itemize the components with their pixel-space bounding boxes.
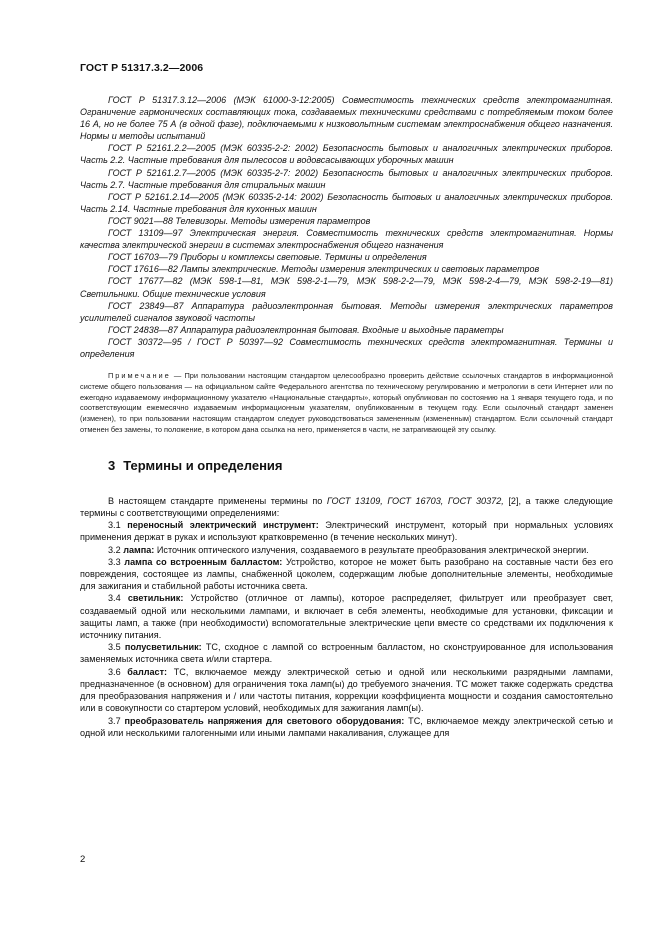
term-number: 3.2 (108, 544, 121, 555)
reference-list (80, 94, 613, 360)
reference-item: ГОСТ 13109—97 Электрическая энергия. Совместимость технических средств электромагнитная. Нормы качества электрической энергии в системах электроснабжения общего назначения (80, 228, 613, 251)
term-entry (80, 544, 613, 556)
note-text: — При пользовании настоящим стандартом целесообразно проверить действие ссылочных стандартов в информационной системе общего пользования — на официальном сайте Федерального агентства по техническому регулированию и метрологии в сети Интернет или по ежегодно издаваемому информационному указателю «Национальные стандарты», который опубликован по состоянию на 1 января текущего года, и по соответствующим ежемесячно издаваемым информационным указателям, опубликованным в текущем году. Если ссылочный стандарт заменен (изменен), то при пользовании настоящим стандартом следует руководствоваться замененным (измененным) стандартом. Если ссылочный стандарт отменен без замены, то положение, в котором дана ссылка на него, применяется в части, не затрагивающей эту ссылку. (80, 371, 613, 435)
term-number: 3.7 (108, 715, 121, 726)
intro-references: ГОСТ 13109, ГОСТ 16703, ГОСТ 30372, (326, 495, 504, 506)
term-definition: Устройство (отличное от лампы), которое распределяет, фильтрует или преобразует свет, создаваемый одной или несколькими лампами, и включает в себя элементы, необходимые для установки, фиксации и защиты ламп, а также (при необходимости) вспомогательные электрические цепи вместе со средствами их подключения к источнику питания. (80, 593, 613, 641)
term-definition: Устройство, которое не может быть разобрано на составные части без его повреждения, состоящее из лампы, снабженной цоколем, содержащим любые дополнительные элементы, необходимые для зажигания и стабильной работы источника света. (80, 556, 613, 592)
term-name: балласт: (127, 666, 168, 677)
reference-item: ГОСТ Р 52161.2.14—2005 (МЭК 60335-2-14: 2002) Безопасность бытовых и аналогичных электрических приборов. Часть 2.14. Частные требования для кухонных машин (80, 191, 613, 214)
section-number: 3 (108, 457, 116, 473)
term-definition: ТС, сходное с лампой со встроенным балластом, но сконструированное для использования заменяемых источника света и/или стартера. (80, 642, 613, 665)
intro-text: В настоящем стандарте применены термины по (108, 495, 327, 506)
intro-text-end: [2], а также следующие термины с соответствующими определениями: (80, 495, 613, 519)
term-entry (80, 592, 613, 641)
term-number: 3.4 (108, 593, 121, 604)
reference-item: ГОСТ 9021—88 Телевизоры. Методы измерения параметров (108, 215, 371, 226)
term-definition: Источник оптического излучения, создаваемого в результате преобразования электрической энергии. (154, 544, 589, 555)
section-intro (80, 495, 613, 519)
term-entry (80, 556, 613, 593)
term-entry (80, 666, 613, 715)
term-name: переносный электрический инструмент: (127, 520, 319, 531)
term-name: преобразователь напряжения для светового оборудования: (124, 715, 405, 726)
page-number: 2 (80, 854, 86, 865)
term-name: светильник: (127, 593, 184, 604)
term-name: полусветильник: (124, 642, 202, 653)
reference-item: ГОСТ 17616—82 Лампы электрические. Методы измерения электрических и световых параметров (108, 264, 540, 275)
term-name: лампа со встроенным балластом: (124, 556, 283, 567)
terms-list (80, 519, 613, 739)
reference-item: ГОСТ 17677—82 (МЭК 598-1—81, МЭК 598-2-1—79, МЭК 598-2-2—79, МЭК 598-2-4—79, МЭК 598-2-19—81) Светильники. Общие технические условия (80, 276, 613, 299)
term-entry (80, 715, 613, 739)
document-header: ГОСТ Р 51317.3.2—2006 (80, 62, 204, 74)
reference-item: ГОСТ Р 51317.3.12—2006 (МЭК 61000-3-12:2005) Совместимость технических средств электромагнитная. Ограничение гармонических составляющих тока, создаваемых техническими средствами с потребляемым током более 16 А, но не более 75 А (в одной фазе), подключаемыми к низковольтным системам электроснабжения общего назначения. Нормы и методы испытаний (80, 95, 613, 142)
term-definition: ТС, включаемое между электрической сетью и одной или несколькими галогенными или иными лампами накаливания, служащее для (80, 715, 613, 738)
term-number: 3.1 (108, 520, 121, 531)
reference-item: ГОСТ Р 52161.2.7—2005 (МЭК 60335-2-7: 2002) Безопасность бытовых и аналогичных электрических приборов. Часть 2.7. Частные требования для стиральных машин (80, 167, 613, 190)
reference-item: ГОСТ 24838—87 Аппаратура радиоэлектронная бытовая. Входные и выходные параметры (108, 324, 504, 335)
term-number: 3.6 (108, 666, 121, 677)
term-entry (80, 641, 613, 665)
reference-note (80, 371, 613, 436)
reference-item: ГОСТ 23849—87 Аппаратура радиоэлектронная бытовая. Методы измерения электрических параметров усилителей сигналов звуковой частоты (80, 300, 613, 323)
section-title: Термины и определения (123, 457, 283, 473)
note-label: Примечание (108, 371, 171, 381)
term-number: 3.5 (108, 642, 121, 653)
term-number: 3.3 (108, 556, 121, 567)
document-page (80, 62, 613, 739)
term-name: лампа: (123, 544, 155, 555)
section-heading (80, 458, 613, 473)
term-entry (80, 519, 613, 543)
reference-item: ГОСТ 16703—79 Приборы и комплексы световые. Термины и определения (108, 252, 427, 263)
term-definition: ТС, включаемое между электрической сетью и одной или несколькими разрядными лампами, предназначенное (в основном) для ограничения тока ламп(ы) до требуемого значения. ТС может также содержать средства для преобразования напряжения и / или частоты питания, коррекции коэффициента мощности и создания самостоятельно или в совокупности со стартером условий, необходимых для зажигания ламп(ы). (80, 666, 613, 714)
term-definition: Электрический инструмент, который при нормальных условиях применения держат в руках и используют кратковременно (в течение нескольких минут). (80, 520, 613, 543)
reference-item: ГОСТ Р 52161.2.2—2005 (МЭК 60335-2-2: 2002) Безопасность бытовых и аналогичных электрических приборов. Часть 2.2. Частные требования для пылесосов и водовсасывающих уборочных машин (80, 143, 613, 166)
reference-item: ГОСТ 30372—95 / ГОСТ Р 50397—92 Совместимость технических средств электромагнитная. Термины и определения (80, 336, 613, 359)
